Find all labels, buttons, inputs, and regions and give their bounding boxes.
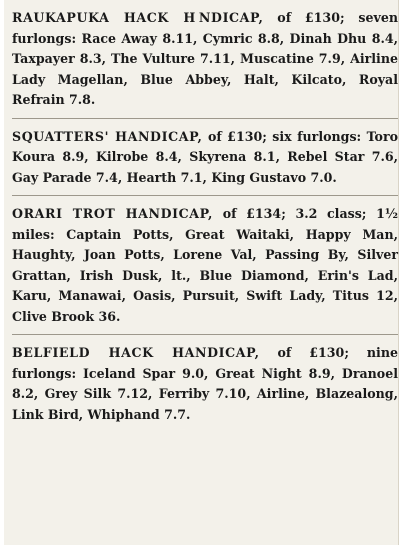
divider	[12, 195, 398, 198]
race-details: of £130; seven furlongs: Race Away 8.11, Cymric 8.8, Dinah Dhu 8.4, Taxpayer 8.3, The Vulture 7.11, Muscatine 7.9, Airline Lady Magellan, Blue Abbey, Halt, Kilcato, Royal Refrain 7.8.	[12, 10, 398, 107]
newspaper-clipping	[4, 0, 399, 545]
race-entry-orari-trot	[12, 204, 398, 327]
race-details: of £134; 3.2 class; 1½ miles: Captain Potts, Great Waitaki, Happy Man, Haughty, Joan Potts, Lorene Val, Passing By, Silver Grattan, Irish Dusk, lt., Blue Diamond, Erin's Lad, Karu, Manawai, Oasis, Pursuit, Swift Lady, Titus 12, Clive Brook 36.	[12, 206, 398, 324]
race-title: BELFIELD HACK HANDICAP,	[12, 345, 260, 360]
race-title: ORARI TROT HANDICAP,	[12, 206, 214, 221]
race-entry-raukapuka	[12, 8, 398, 111]
race-details: of £130; six furlongs: Toro Koura 8.9, Kilrobe 8.4, Skyrena 8.1, Rebel Star 7.6, Gay Parade 7.4, Hearth 7.1, King Gustavo 7.0.	[12, 128, 398, 185]
divider	[12, 334, 398, 337]
divider	[12, 118, 398, 121]
race-title: RAUKAPUKA HACK H NDICAP,	[12, 10, 264, 25]
race-list-column	[12, 8, 398, 425]
race-title: SQUATTERS' HANDICAP,	[12, 128, 203, 144]
race-details: of £130; nine furlongs: Iceland Spar 9.0, Great Night 8.9, Dranoel 8.2, Grey Silk 7.12, Ferriby 7.10, Airline, Blazealong, Link Bird, Whiphand 7.7.	[12, 345, 398, 422]
race-entry-squatters	[12, 127, 398, 189]
race-entry-belfield	[12, 343, 398, 425]
